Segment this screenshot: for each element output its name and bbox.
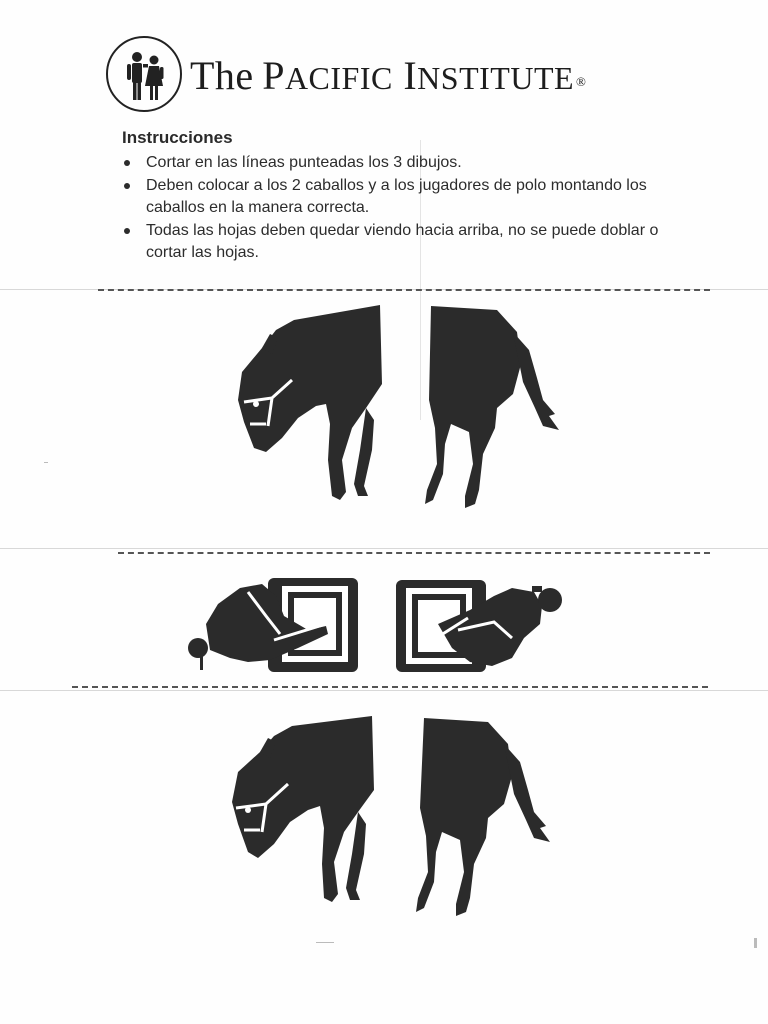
horse-rear-half-icon — [416, 716, 556, 920]
horse-front-half-icon — [232, 300, 392, 510]
cut-line-top — [98, 289, 710, 291]
brand-smallcaps: ACIFIC — [284, 60, 393, 96]
fold-line — [0, 548, 768, 549]
people-logo-icon — [106, 36, 182, 112]
institute-name: The PACIFIC INSTITUTE ® — [190, 53, 587, 98]
instruction-item: Cortar en las líneas punteadas los 3 dibujos. — [120, 152, 680, 174]
registered-mark: ® — [576, 74, 587, 89]
polo-rider-left-icon — [188, 576, 360, 674]
brand-smallcaps: NSTITUTE — [417, 60, 575, 96]
polo-rider-right-icon — [394, 578, 566, 674]
scan-mark — [44, 462, 48, 463]
instruction-item: Deben colocar a los 2 caballos y a los jugadores de polo montando los caballos en la manera correcta. — [120, 175, 680, 219]
horse-front-half-icon — [226, 712, 386, 912]
cut-line-middle — [118, 552, 710, 554]
scan-mark — [316, 942, 334, 943]
scan-mark — [754, 938, 757, 948]
instruction-item: Todas las hojas deben quedar viendo hacia arriba, no se puede doblar o cortar las hojas. — [120, 220, 680, 264]
instructions-title: Instrucciones — [122, 128, 233, 147]
instructions-list — [120, 152, 680, 265]
horse-rear-half-icon — [425, 304, 565, 514]
cut-line-bottom — [72, 686, 708, 688]
fold-line — [0, 690, 768, 691]
